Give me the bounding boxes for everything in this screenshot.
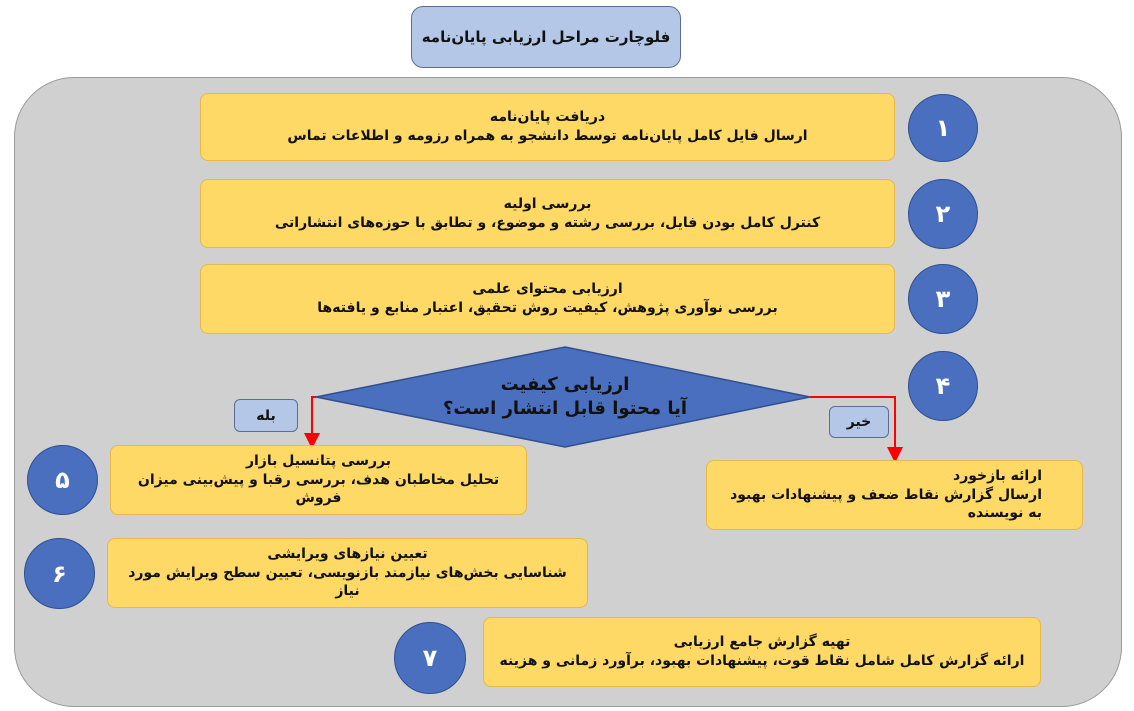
step-3-box (200, 264, 895, 334)
step-5-number: ۵ (27, 445, 98, 515)
step-7-title: تهیه گزارش جامع ارزیابی (673, 634, 851, 651)
step-5-description: تحلیل مخاطبان هدف، بررسی رقبا و پیش‌بینی میزان فروش (137, 471, 500, 507)
feedback-title: ارائه بازخورد (953, 467, 1042, 484)
step-3-title: ارزیابی محتوای علمی (472, 281, 623, 298)
decision-text (400, 362, 730, 432)
decision-question: آیا محتوا قابل انتشار است؟ (442, 398, 688, 419)
yes-label: بله (234, 399, 298, 432)
step-2-description: کنترل کامل بودن فایل، بررسی رشته و موضوع، و تطابق با حوزه‌های انتشاراتی (274, 214, 821, 231)
step-1-description: ارسال فایل کامل پایان‌نامه توسط دانشجو به همراه رزومه و اطلاعات تماس (287, 128, 808, 144)
step-5-box (110, 445, 527, 515)
step-2-box (200, 179, 895, 248)
step-6-title: تعیین نیازهای ویرایشی (267, 545, 428, 562)
feedback-description: ارسال گزارش نقاط ضعف و پیشنهادات بهبود به نویسنده (730, 486, 1042, 522)
step-1-box (200, 93, 895, 161)
step-5-title: بررسی پتانسیل بازار (245, 452, 392, 469)
step-6-description: شناسایی بخش‌های نیازمند بازنویسی، تعیین سطح ویرایش مورد نیاز (128, 564, 567, 600)
step-3-description: بررسی نوآوری پژوهش، کیفیت روش تحقیق، اعتبار منابع و یافته‌ها (317, 300, 778, 316)
page-title: فلوچارت مراحل ارزیابی پایان‌نامه (411, 6, 681, 68)
no-label: خیر (829, 406, 889, 438)
step-7-number: ۷ (394, 622, 466, 694)
step-6-number: ۶ (24, 538, 95, 609)
step-7-box (483, 617, 1041, 687)
decision-title: ارزیابی کیفیت (500, 373, 630, 395)
step-6-box (107, 538, 588, 608)
step-2-title: بررسی اولیه (503, 195, 592, 212)
step-7-description: ارائه گزارش کامل شامل نقاط قوت، پیشنهادات بهبود، برآورد زمانی و هزینه (499, 653, 1025, 669)
step-4-number: ۴ (908, 351, 978, 421)
step-1-number: ۱ (908, 94, 978, 162)
step-3-number: ۳ (908, 264, 978, 334)
step-2-number: ۲ (908, 179, 978, 249)
step-1-title: دریافت پایان‌نامه (489, 109, 606, 126)
yes-arrow (312, 397, 316, 441)
feedback-box (706, 460, 1083, 530)
